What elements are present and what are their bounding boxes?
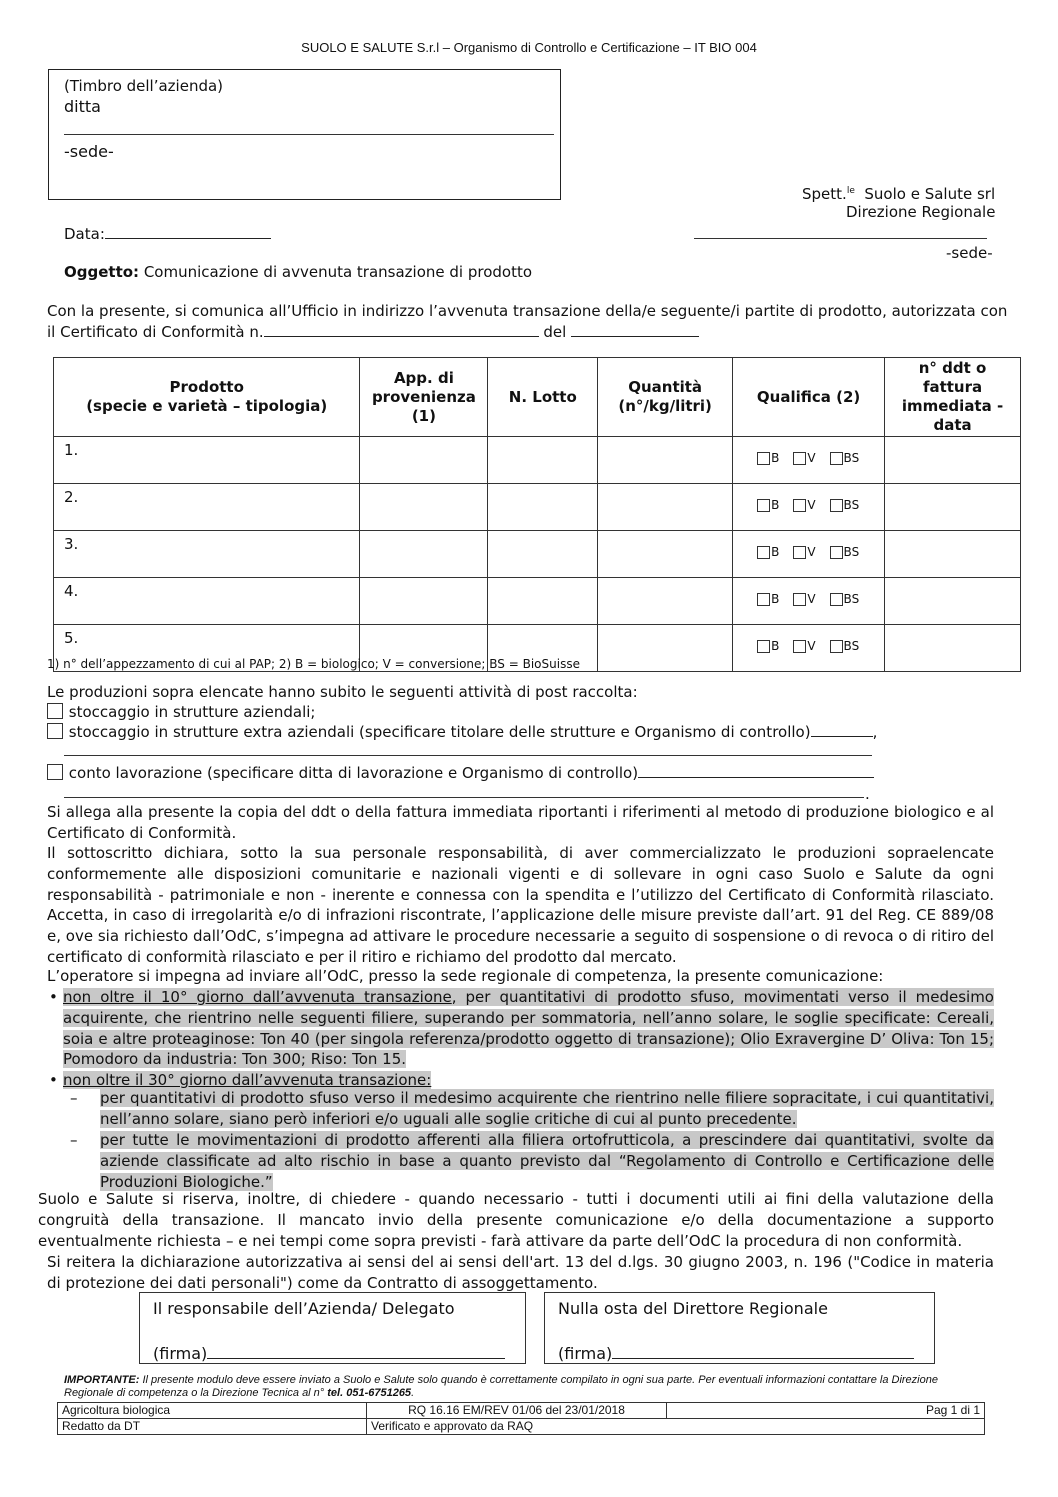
- product-table: [53, 357, 1021, 672]
- cell-lotto[interactable]: [488, 578, 598, 625]
- checkbox-bs[interactable]: [830, 546, 843, 559]
- checkbox-v[interactable]: [793, 640, 806, 653]
- footer-approval: Verificato e approvato da RAQ: [367, 1419, 985, 1435]
- fill-line-end: .: [865, 785, 870, 803]
- bullet-dot: •: [49, 988, 58, 1006]
- table-row: [54, 531, 1021, 578]
- fill-line: [64, 797, 864, 798]
- recipient-sede: -sede-: [946, 244, 993, 262]
- table-row: [54, 578, 1021, 625]
- checkbox[interactable]: [47, 703, 63, 719]
- checkbox-bs[interactable]: [830, 452, 843, 465]
- checkbox-v[interactable]: [793, 593, 806, 606]
- recipient-address-line: [694, 238, 987, 239]
- row-number[interactable]: 2.: [54, 484, 360, 531]
- dichiara-paragraph: Il sottoscritto dichiara, sotto la sua personale responsabilità, di aver commercializzato le produzioni sopraelencate conformemente alle disposizioni comunitarie e nazionali vigenti e di sollevare in ogni caso Suolo e Salute da ogni responsabilità - patrimoniale e non - inerente e connessa con la spendita e l’utilizzo del Certificato di Conformità rilasciato. Accetta, in caso di irregolarità e/o di infrazioni riscontrate, l’applicazione delle misure previste dall’art. 91 del Reg. CE 889/08 e, ove sia richiesto dall’OdC, s’impegna ad attivare le procedure necessarie a seguito di sospensione o di revoca o di ritiro del certificato di conformità rilasciato e per il ritiro e richiamo del prodotto dal mercato.: [47, 844, 994, 966]
- signature-box-company[interactable]: [139, 1292, 526, 1364]
- checkbox-b[interactable]: [757, 452, 770, 465]
- cell-quantita[interactable]: [598, 625, 733, 672]
- post-option-1[interactable]: stoccaggio in strutture aziendali;: [47, 702, 315, 722]
- header-appezzamento: App. di provenienza (1): [360, 358, 488, 437]
- important-note: IMPORTANTE: Il presente modulo deve essere inviato a Suolo e Salute solo quando è correttamente compilato in ogni sua parte. Per eventuali informazioni contattare la Direzione Regionale di competenza o la Direzione Tecnica al n° tel. 051-6751265.: [64, 1374, 938, 1399]
- checkbox-bs[interactable]: [830, 499, 843, 512]
- cell-appezzamento[interactable]: [360, 578, 488, 625]
- row-number[interactable]: 5.: [54, 625, 360, 672]
- cell-lotto[interactable]: [488, 437, 598, 484]
- bullet-dot: •: [49, 1071, 58, 1089]
- footer-revision: RQ 16.16 EM/REV 01/06 del 23/01/2018: [367, 1403, 667, 1419]
- checkbox[interactable]: [47, 764, 63, 780]
- signature-line-director[interactable]: (firma): [558, 1342, 914, 1364]
- footer-category: Agricoltura biologica: [58, 1403, 367, 1419]
- cell-lotto[interactable]: [488, 531, 598, 578]
- allega-paragraph: Si allega alla presente la copia del ddt o della fattura immediata riportanti i riferimenti al metodo di produzione biologico e al Certificato di Conformità.: [47, 803, 994, 842]
- checkbox-bs[interactable]: [830, 640, 843, 653]
- checkbox-b[interactable]: [757, 593, 770, 606]
- cell-qualifica: B V BS: [733, 578, 885, 625]
- signature-title-company: Il responsabile dell’Azienda/ Delegato: [153, 1299, 455, 1318]
- cell-quantita[interactable]: [598, 437, 733, 484]
- post-option-3[interactable]: conto lavorazione (specificare ditta di lavorazione e Organismo di controllo): [47, 763, 874, 783]
- date-field[interactable]: Data:: [64, 224, 271, 244]
- company-stamp-box[interactable]: [48, 69, 561, 200]
- sub-bullet-1: per quantitativi di prodotto sfuso verso il medesimo acquirente che rientrino nelle filiere sopracitate, i cui quantitativi, nell’anno solare, siano però inferiori e/o uguali alle soglie critiche di cui al punto precedente.: [100, 1089, 994, 1128]
- post-option-2[interactable]: stoccaggio in strutture extra aziendali (specificare titolare delle strutture e Organismo di controllo) ,: [47, 722, 877, 742]
- signature-line-company[interactable]: (firma): [153, 1342, 505, 1364]
- cell-lotto[interactable]: [488, 484, 598, 531]
- checkbox-v[interactable]: [793, 499, 806, 512]
- checkbox-b[interactable]: [757, 499, 770, 512]
- checkbox-v[interactable]: [793, 452, 806, 465]
- footer-author: Redatto da DT: [58, 1419, 367, 1435]
- cell-appezzamento[interactable]: [360, 531, 488, 578]
- cell-ddt[interactable]: [885, 437, 1021, 484]
- cell-qualifica: B V BS: [733, 437, 885, 484]
- dash-marker: –: [70, 1131, 78, 1149]
- certificate-field[interactable]: il Certificato di Conformità n. del: [47, 322, 699, 342]
- bullet-10-days: non oltre il 10° giorno dall’avvenuta transazione, per quantitativi di prodotto sfuso, movimentati verso il medesimo acquirente, che rientrino nelle seguenti filiere, superando per sommatoria, nell’anno solare, le soglie specificate: Cereali, soia e altre proteaginose: Ton 40 (per singola referenza/prodotto oggetto di transazione); Olio Exravergine D’ Oliva: Ton 15; Pomodoro da industria: Ton 300; Riso: Ton 15.: [63, 988, 994, 1069]
- ditta-line: [64, 134, 554, 135]
- riserva-paragraph: Suolo e Salute si riserva, inoltre, di chiedere - quando necessario - tutti i documenti utili ai fini della valutazione della congruità della transazione. Il mancato invio della presente comunicazione e/o della documentazione a supporto eventualmente richiesta – e nei tempi come sopra previsti - farà attivare da parte dell’OdC la procedura di non conformità.: [38, 1190, 994, 1250]
- checkbox-bs[interactable]: [830, 593, 843, 606]
- table-header-row: [54, 358, 1021, 437]
- intro-line1: Con la presente, si comunica all’Ufficio in indirizzo l’avvenuta transazione della/e seguente/i partite di prodotto, autorizzata con: [47, 302, 1008, 320]
- post-intro: Le produzioni sopra elencate hanno subito le seguenti attività di post raccolta:: [47, 683, 638, 701]
- cell-quantita[interactable]: [598, 578, 733, 625]
- header-lotto: N. Lotto: [488, 358, 598, 437]
- checkbox-b[interactable]: [757, 640, 770, 653]
- impegno-paragraph: L’operatore si impegna ad inviare all’OdC, presso la sede regionale di competenza, la presente comunicazione:: [47, 967, 884, 985]
- cell-ddt[interactable]: [885, 531, 1021, 578]
- footer-table: [57, 1402, 985, 1435]
- stamp-sede: -sede-: [64, 142, 114, 161]
- bullet-30-days: non oltre il 30° giorno dall’avvenuta transazione:: [63, 1071, 432, 1089]
- checkbox[interactable]: [47, 723, 63, 739]
- recipient-dept: Direzione Regionale: [846, 203, 996, 221]
- cell-quantita[interactable]: [598, 531, 733, 578]
- sub-bullet-2: per tutte le movimentazioni di prodotto afferenti alla filiera ortofrutticola, a prescindere dai quantitativi, svolte da aziende classificate ad alto rischio in base a quanto previsto dal “Regolamento di Controllo e Certificazione delle Produzioni Biologiche.”: [100, 1131, 994, 1191]
- signature-box-director[interactable]: [544, 1292, 935, 1364]
- row-number[interactable]: 4.: [54, 578, 360, 625]
- table-row: [54, 437, 1021, 484]
- cell-qualifica: B V BS: [733, 625, 885, 672]
- subject: Oggetto: Comunicazione di avvenuta transazione di prodotto: [64, 263, 533, 281]
- header-qualifica: Qualifica (2): [733, 358, 885, 437]
- cell-ddt[interactable]: [885, 578, 1021, 625]
- document-header: SUOLO E SALUTE S.r.l – Organismo di Controllo e Certificazione – IT BIO 004: [301, 40, 757, 55]
- signature-title-director: Nulla osta del Direttore Regionale: [558, 1299, 828, 1318]
- recipient-line: Spett.$^{le}$ Suolo e Salute srl: [802, 185, 996, 203]
- checkbox-b[interactable]: [757, 546, 770, 559]
- cell-qualifica: B V BS: [733, 484, 885, 531]
- table-note: 1) n° dell’appezzamento di cui al PAP; 2) B = biologico; V = conversione; BS = BioSuisse: [47, 657, 580, 671]
- table-row: [54, 484, 1021, 531]
- cell-appezzamento[interactable]: [360, 484, 488, 531]
- stamp-label: (Timbro dell’azienda): [64, 77, 224, 95]
- row-number[interactable]: 1.: [54, 437, 360, 484]
- cell-ddt[interactable]: [885, 484, 1021, 531]
- cell-quantita[interactable]: [598, 484, 733, 531]
- cell-qualifica: B V BS: [733, 531, 885, 578]
- row-number[interactable]: 3.: [54, 531, 360, 578]
- stamp-ditta: ditta: [64, 97, 101, 116]
- dash-marker: –: [70, 1089, 78, 1107]
- footer-page: Pag 1 di 1: [667, 1403, 985, 1419]
- checkbox-v[interactable]: [793, 546, 806, 559]
- cell-appezzamento[interactable]: [360, 437, 488, 484]
- header-prodotto: Prodotto (specie e varietà – tipologia): [54, 358, 360, 437]
- header-quantita: Quantità (n°/kg/litri): [598, 358, 733, 437]
- privacy-paragraph: Si reitera la dichiarazione autorizzativa ai sensi del ai sensi dell'art. 13 del d.lgs. 30 giugno 2003, n. 196 ("Codice in materia di protezione dei dati personali") come da Contratto di assoggettamento.: [47, 1253, 994, 1292]
- header-ddt: n° ddt o fattura immediata - data: [885, 358, 1021, 437]
- fill-line: [64, 755, 872, 756]
- cell-ddt[interactable]: [885, 625, 1021, 672]
